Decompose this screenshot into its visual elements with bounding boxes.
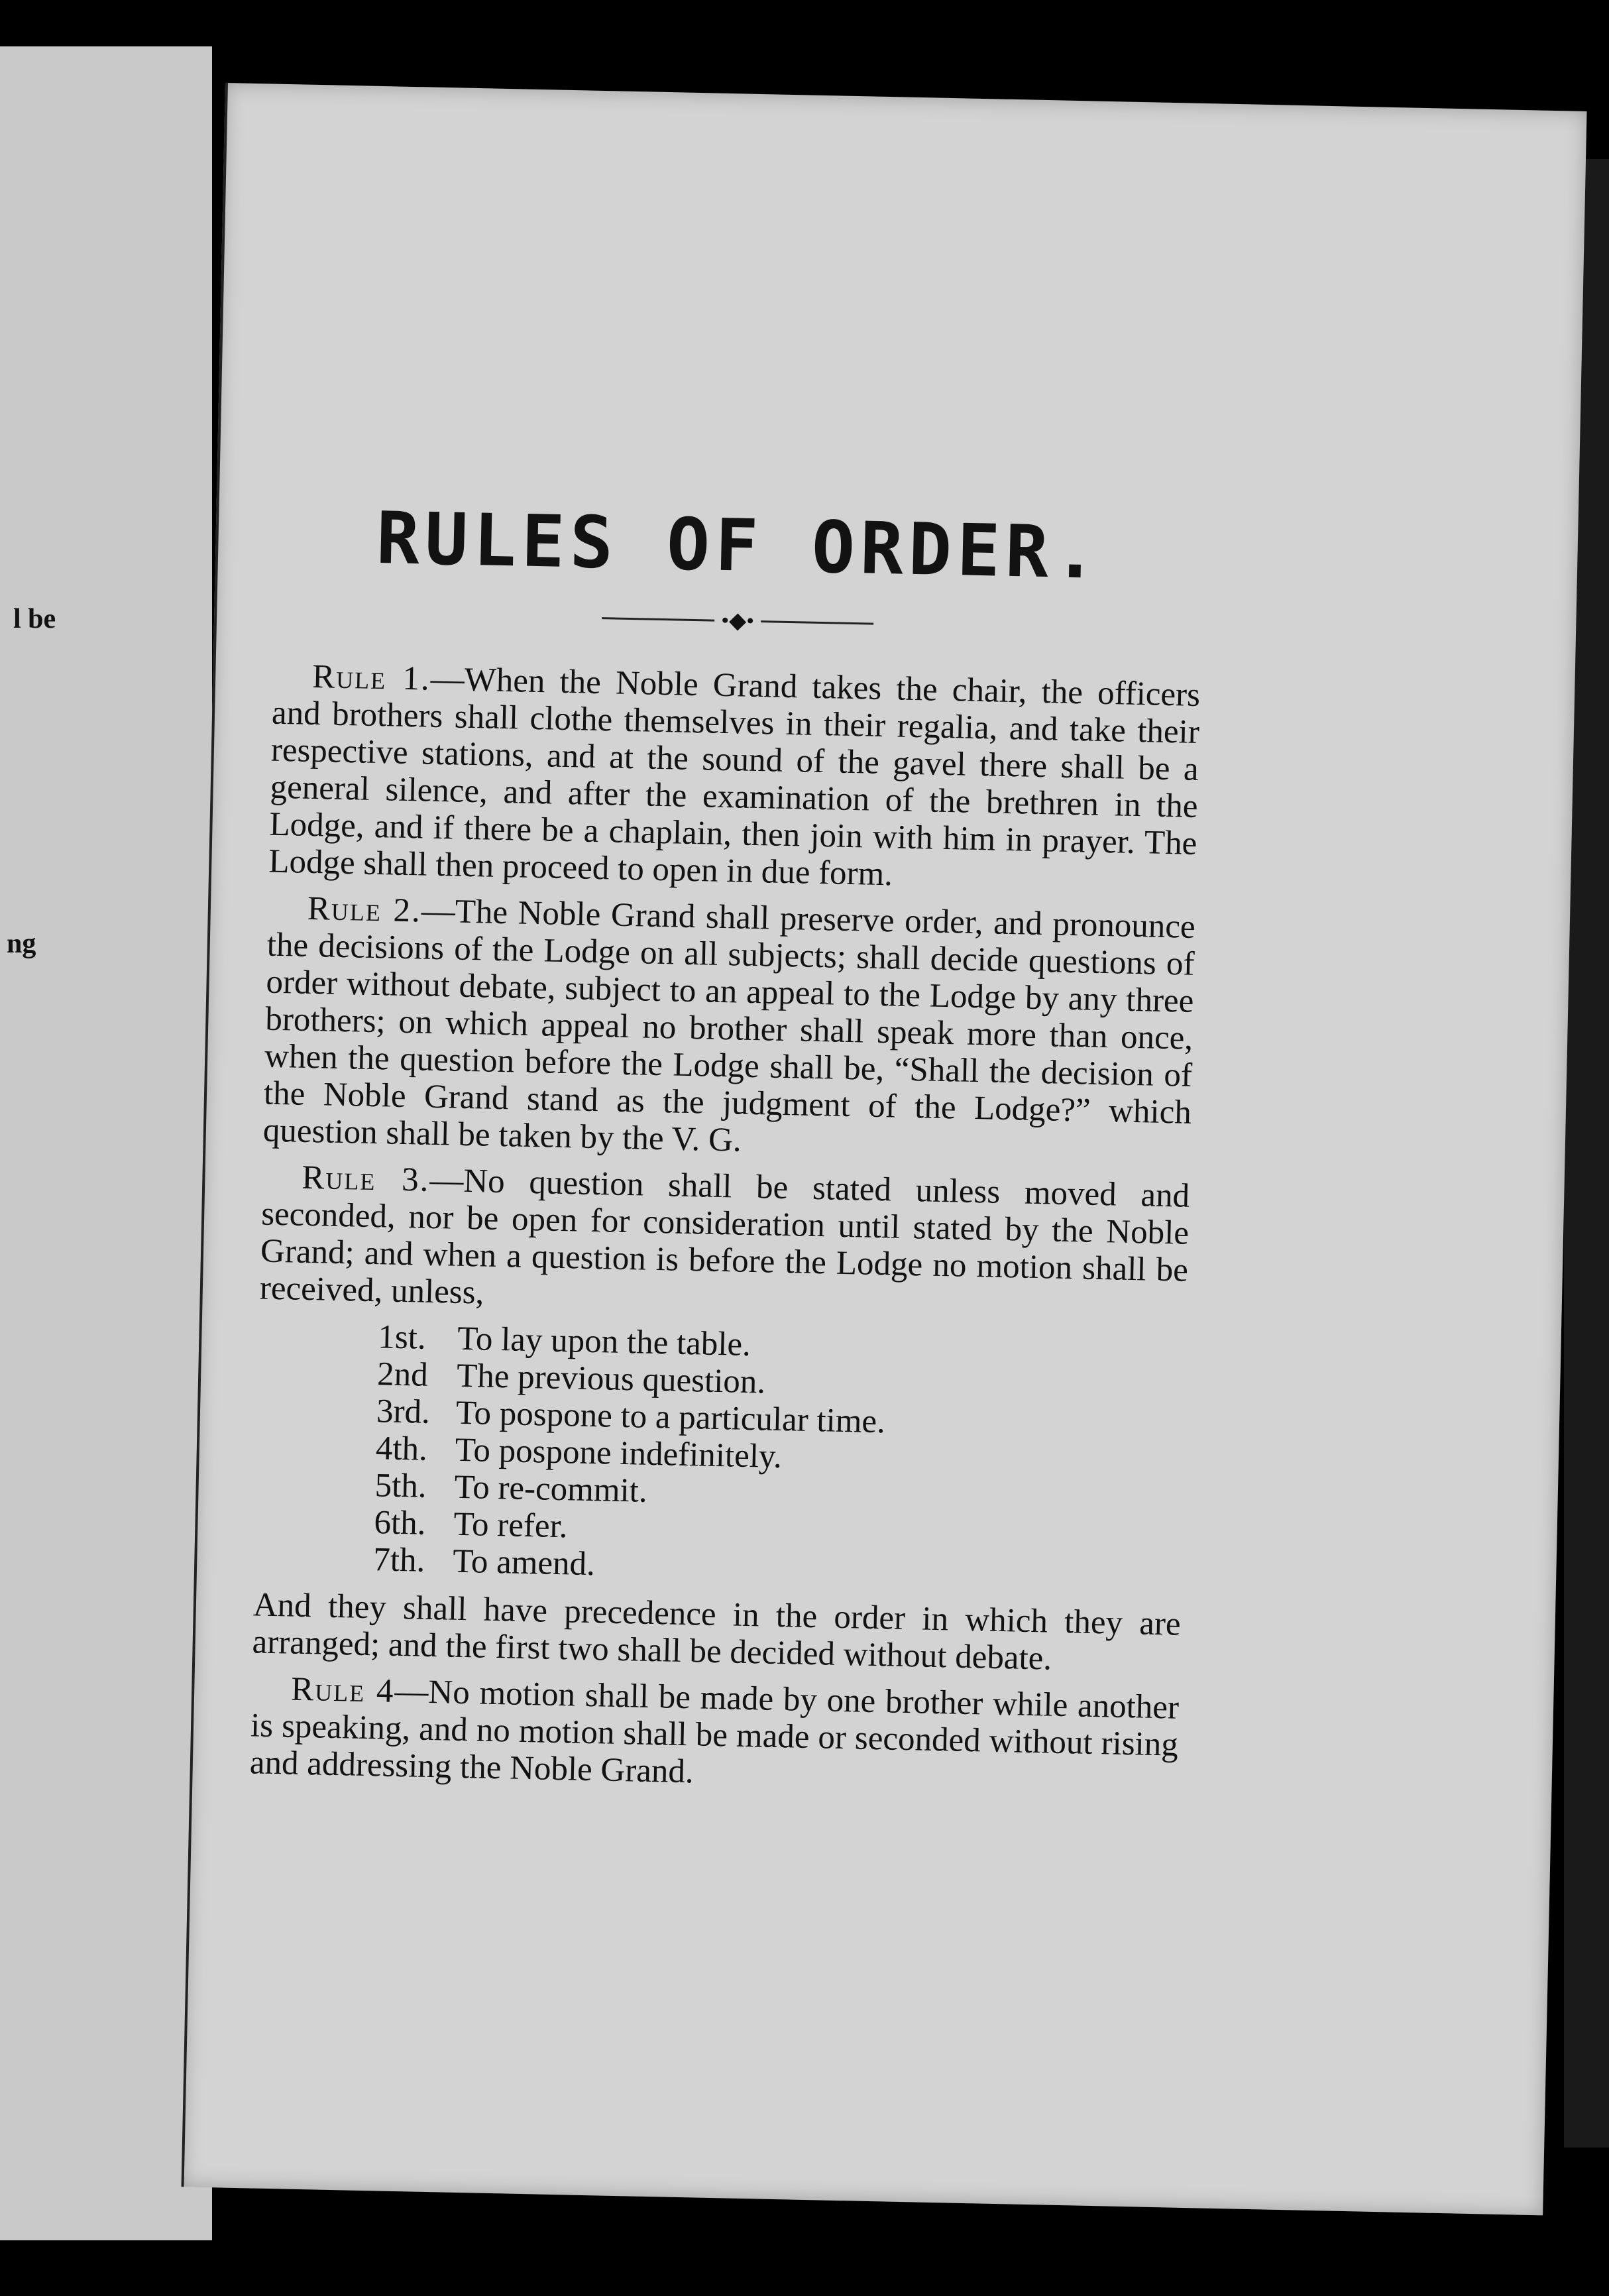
motion-text: To re-commit. — [454, 1468, 648, 1510]
rule-label: Rule 2. — [307, 890, 422, 930]
motion-ordinal: 4th. — [375, 1430, 428, 1468]
title-ornament — [274, 598, 1202, 644]
document-page — [182, 83, 1587, 2215]
rule-3 — [259, 1159, 1190, 1326]
motion-ordinal: 3rd. — [376, 1393, 431, 1431]
page-content — [249, 495, 1204, 1810]
motion-text: To lay upon the table. — [457, 1320, 751, 1364]
rule-text: —The Noble Grand shall preserve order, and pronounce the decisions of the Lodge on all subjects; shall decide questions of order without debate, subject to an appeal to the Lodge by any three brothers; on which appeal no brother shall speak more than once, when the question before the Lodge shall be, “Shall the decision of the Noble Grand stand as the judgment of the Lodge?” which question shall be taken by the V. G. — [262, 892, 1196, 1159]
rule-label: Rule 4 — [290, 1670, 396, 1710]
rule-label: Rule 1. — [311, 658, 431, 698]
facing-page-fragment: l be — [13, 604, 56, 634]
motion-text: To pospone indefinitely. — [455, 1431, 783, 1476]
facing-page-fragment: ng — [7, 929, 36, 959]
ornament-rule-left — [602, 617, 714, 622]
motion-ordinal: 5th. — [374, 1467, 427, 1505]
rule-4 — [249, 1670, 1179, 1800]
rule-label: Rule 3. — [301, 1159, 431, 1199]
motion-text: The previous question. — [456, 1357, 766, 1401]
motion-text: To refer. — [453, 1505, 569, 1546]
page-title: RULES OF ORDER. — [375, 496, 1103, 595]
precedence-paragraph: And they shall have precedence in the order in which they are arranged; and the first two shall be decided without debate. — [252, 1586, 1182, 1678]
ornament-rule-right — [761, 620, 873, 625]
motion-ordinal: 6th. — [373, 1504, 427, 1542]
rule-text: —No question shall be stated unless moved and seconded, nor be open for consideration until stated by the Noble Grand; and when a question is before the Lodge no motion shall be received, unless, — [259, 1161, 1190, 1312]
rule-text: —No motion shall be made by one brother while another is speaking, and no motion shall be made or seconded without rising and addressing the Noble Grand. — [249, 1672, 1180, 1791]
ornament-glyph: •◆• — [720, 608, 755, 634]
motion-ordinal: 1st. — [377, 1318, 427, 1357]
rule-1 — [268, 658, 1201, 899]
motion-ordinal: 2nd — [376, 1355, 429, 1394]
motion-text: To amend. — [452, 1542, 596, 1583]
rule-2 — [262, 890, 1195, 1169]
rule-text: —When the Noble Grand takes the chair, the officers and brothers shall clothe themselves in their regalia, and take their respective stations, and at the sound of the gavel there shall be a general silence, and after the examination of the brethren in the Lodge, and if there be a chaplain, then join with him in prayer. The Lodge shall then proceed to open in due form. — [268, 660, 1201, 893]
motion-ordinal: 7th. — [372, 1541, 425, 1579]
facing-page — [0, 46, 216, 2240]
motion-list — [373, 1318, 1187, 1595]
motion-text: To pospone to a particular time. — [455, 1394, 886, 1441]
